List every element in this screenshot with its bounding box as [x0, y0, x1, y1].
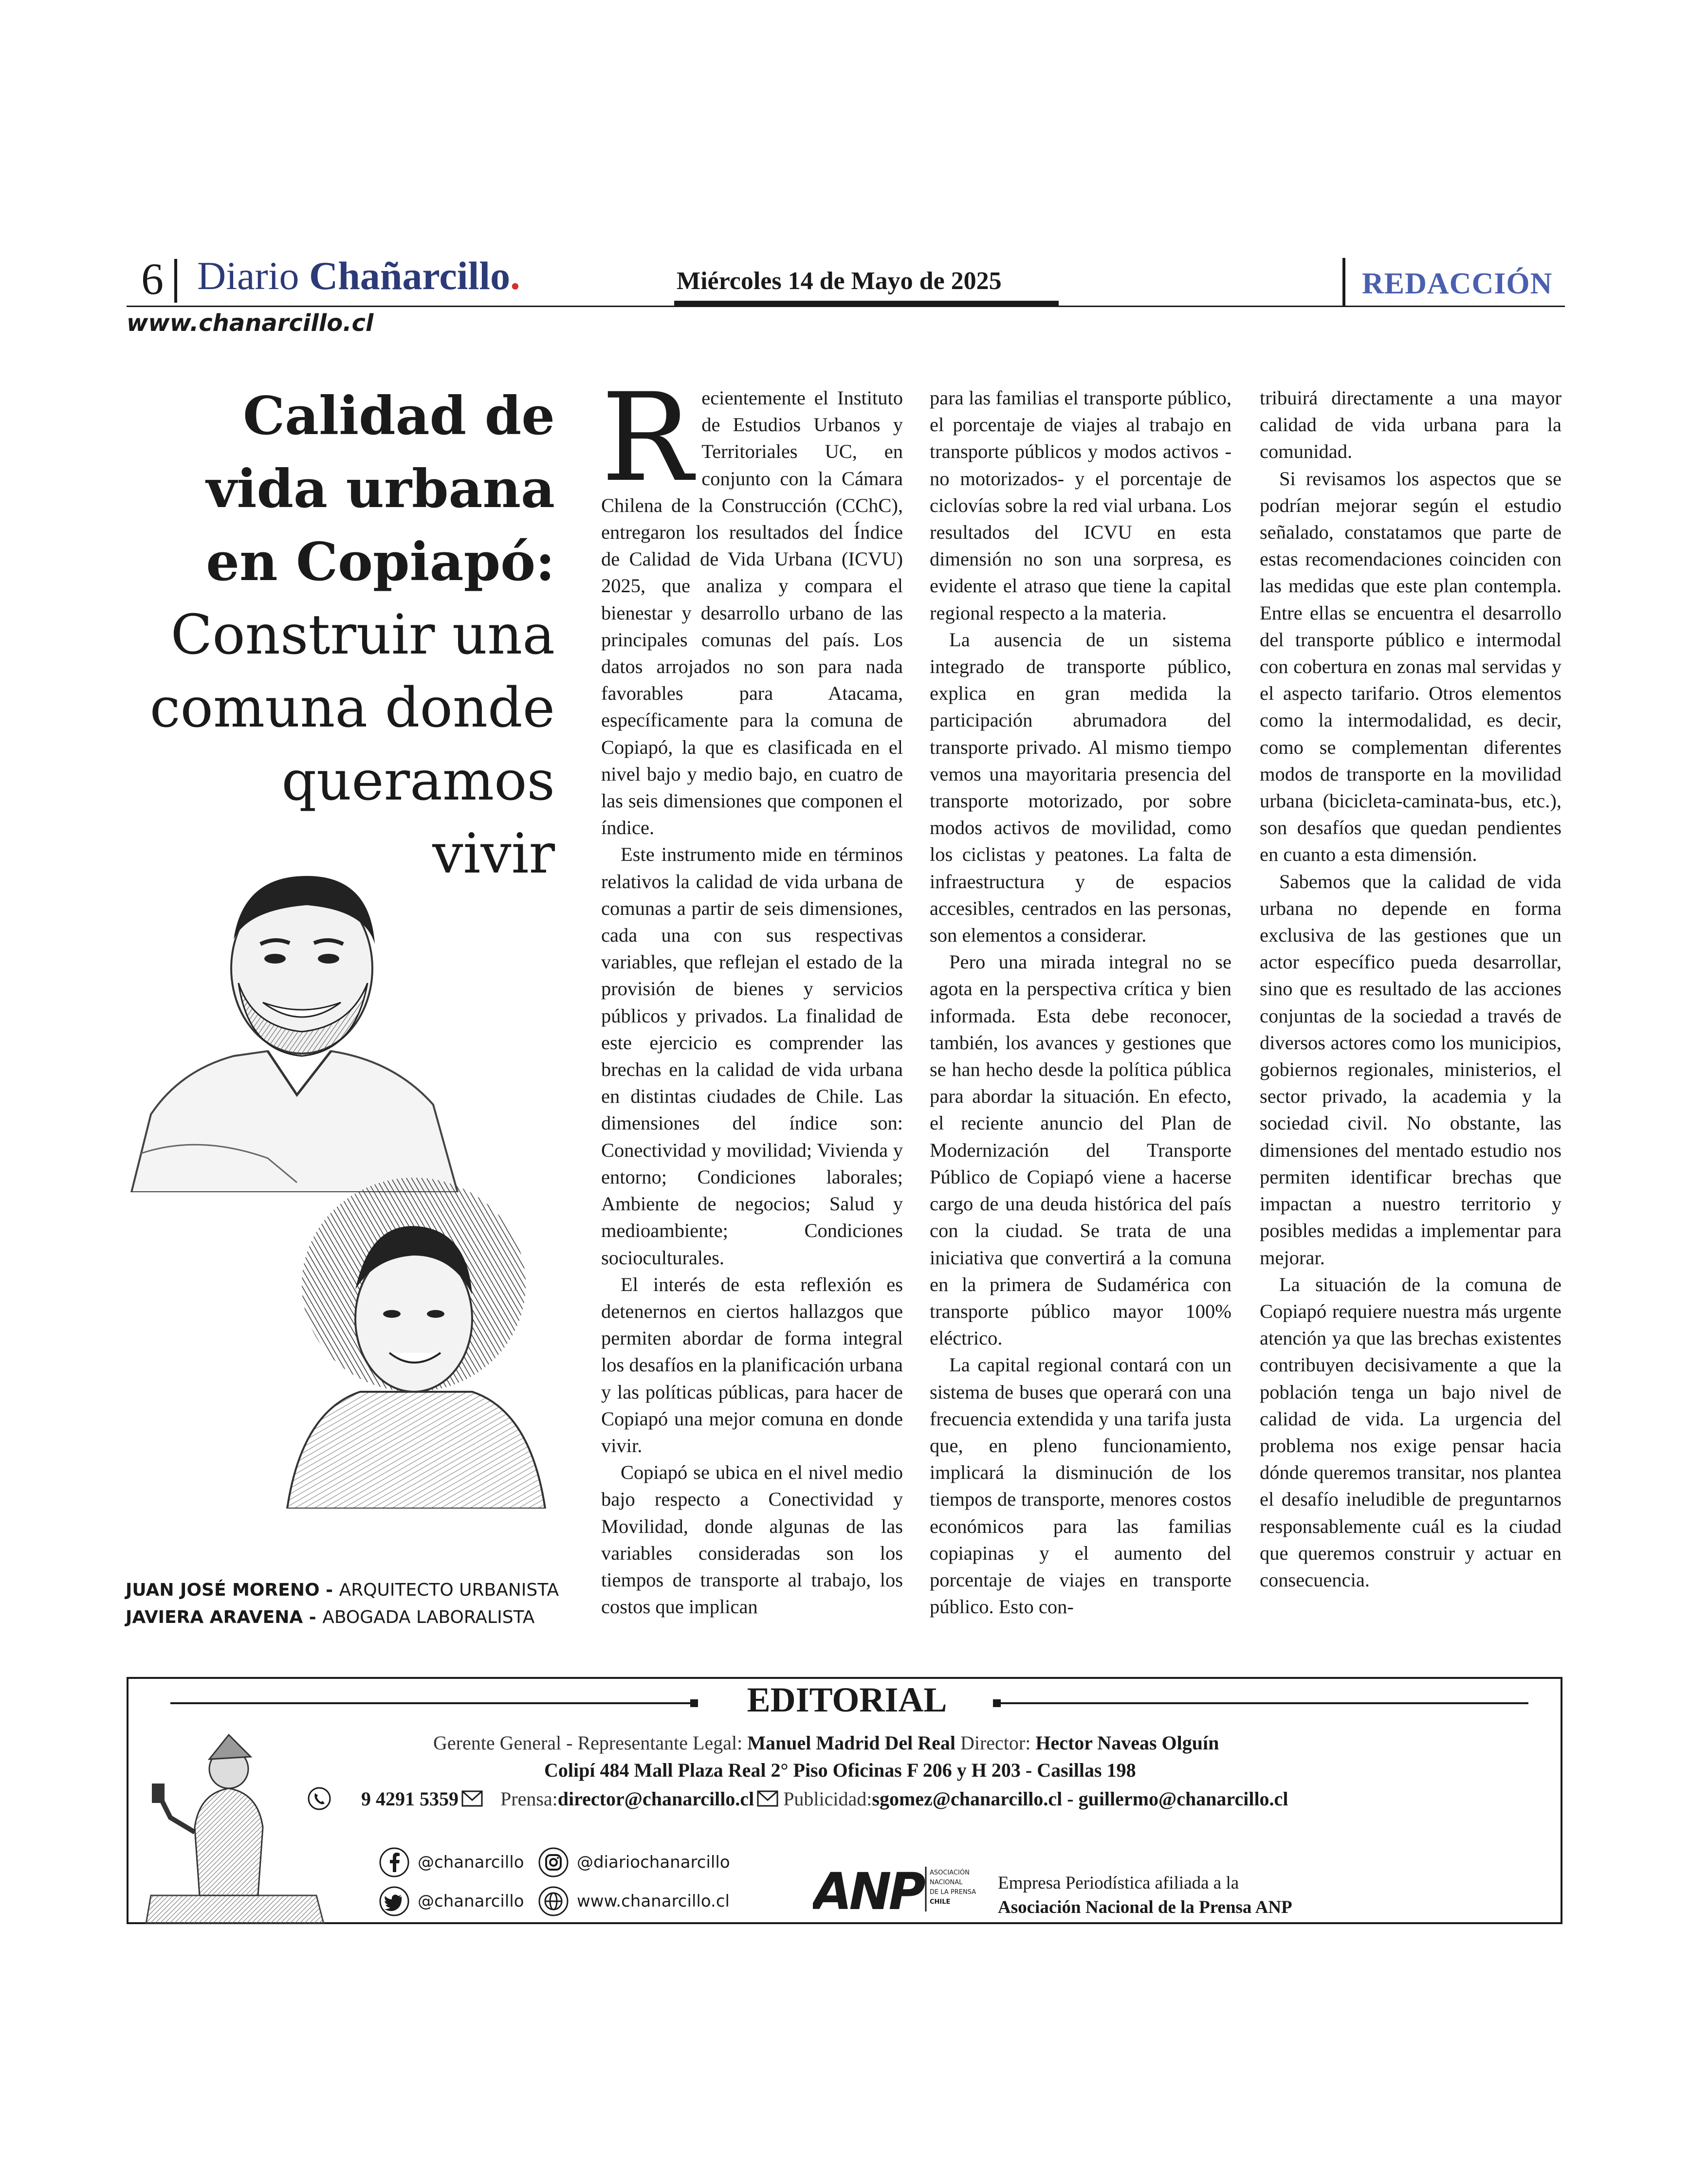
headline-line: Calidad de: [243, 385, 555, 447]
author-role: ABOGADA LABORALISTA: [322, 1607, 535, 1627]
headline-line: en Copiapó:: [206, 531, 555, 593]
facebook-icon: [379, 1847, 410, 1878]
facebook-handle: @chanarcillo: [418, 1853, 524, 1872]
author-name: JAVIERA ARAVENA -: [126, 1607, 323, 1627]
issue-date: Miércoles 14 de Mayo de 2025: [677, 267, 1002, 295]
anp-affiliation-name: [998, 1895, 1292, 1920]
author-credit-row: [126, 1604, 559, 1631]
subheadline-line: comuna donde: [149, 676, 555, 740]
subheadline-line: vivir: [432, 822, 555, 886]
masthead: [197, 253, 520, 299]
press-label: Prensa:: [500, 1787, 558, 1810]
manager-name: Manuel Madrid Del Real: [747, 1732, 955, 1754]
phone-number: 9 4291 5359: [361, 1787, 459, 1810]
press-email[interactable]: director@chanarcillo.cl: [557, 1787, 754, 1810]
header-website: www.chanarcillo.cl: [127, 309, 374, 337]
anp-small-text: ASOCIACIÓN: [930, 1869, 970, 1876]
section-divider: [1342, 258, 1345, 307]
author-name: JUAN JOSÉ MORENO -: [126, 1580, 339, 1600]
page-number: 6: [141, 254, 164, 304]
miner-statue-icon: [131, 1711, 336, 1924]
manager-label: Gerente General - Representante Legal:: [433, 1732, 748, 1754]
article-paragraph: Sabemos que la calidad de vida urbana no depende en forma exclusiva de las gestiones que un actor específico pueda desarrollar, sino que es resultado de las acciones conjuntas de la sociedad a través de diversos actores como los municipios, gobiernos regionales, ministerios, el sector privado, la academia y la sociedad civil. No obstante, las dimensiones del mentado estudio nos permiten identificar brechas que impactan a nuestro territorio y posibles medidas a implementar para mejorar.: [1260, 870, 1561, 1269]
subheadline-line: Construir una: [170, 603, 555, 667]
instagram-icon: [538, 1847, 569, 1878]
author-portrait-man: [122, 842, 462, 1192]
anp-logo: [813, 1863, 988, 1916]
website-url: www.chanarcillo.cl: [577, 1892, 730, 1911]
social-instagram[interactable]: [538, 1847, 730, 1878]
header-rule: [127, 306, 1565, 307]
editorial-staff: [433, 1731, 1219, 1754]
author-portrait-woman: [258, 1158, 560, 1509]
drop-cap: R: [601, 367, 693, 509]
author-credit-row: [126, 1577, 559, 1604]
editorial-contacts: [307, 1786, 1288, 1811]
mail-icon: [461, 1790, 483, 1807]
social-website[interactable]: [538, 1886, 730, 1917]
anp-affiliation-line: Empresa Periodística afiliada a la: [998, 1873, 1239, 1893]
phone-icon: [307, 1786, 332, 1811]
article-paragraph: Si revisamos los aspectos que se podrían mejorar según el estudio señalado, constatamos que parte de estas recomendaciones coinciden con las medidas que este plan contempla. Entre ellas se encuentra el desarrollo del transporte público e intermodal con cobertura en zonas mal servidas y el aspecto tarifario. Otros elementos como la intermodalidad, es decir, como se complementan diferentes modos de transporte en la movilidad urbana (bicicleta-caminata-bus, etc.), son desafíos que quedan pendientes en cuanto a esta dimensión.: [1260, 467, 1561, 866]
article-paragraph: Este instrumento mide en términos relativos la calidad de vida urbana de comunas a partir de seis dimensiones, cada una con sus respectivas variables, que reflejan el estado de la provisión de bienes y servicios públicos y privados. La finalidad de este ejercicio es comprender las brechas en la calidad de vida urbana en distintas ciudades de Chile. Las dimensiones del índice son: Conectividad y movilidad; Vivienda y entorno; Condiciones laborales; Ambiente de negocios; Salud y medioambiente; Condiciones socioculturales.: [601, 843, 903, 1269]
anp-small-text: CHILE: [930, 1898, 951, 1906]
instagram-handle: @diariochanarcillo: [577, 1853, 730, 1872]
social-facebook[interactable]: [379, 1847, 524, 1878]
anp-name: Asociación Nacional de la Prensa ANP: [998, 1897, 1292, 1917]
article-column-1: [601, 367, 903, 1620]
editorial-rule-right: [993, 1702, 1528, 1704]
author-credits: [126, 1577, 559, 1631]
article-paragraph: La capital regional contará con un sistema de buses que operará con una frecuencia extendida y una tarifa justa que, en pleno funcionamiento, implicará la disminución de los tiempos de transporte, menores costos económicos para las familias copiapinas y el aumento del porcentaje de viajes en transporte público. Esto con-: [930, 1354, 1231, 1618]
headline: [117, 380, 555, 891]
article-column-2: [930, 384, 1231, 1620]
director-label: Director:: [955, 1732, 1036, 1754]
author-role: ARQUITECTO URBANISTA: [339, 1580, 559, 1600]
masthead-dot: .: [510, 254, 520, 298]
anp-small-text: DE LA PRENSA: [930, 1889, 976, 1896]
article-paragraph: La situación de la comuna de Copiapó requiere nuestra más urgente atención ya que las brechas existentes contribuyen decisivamente a que la población tenga un bajo nivel de calidad de vida. La urgencia del problema nos exige pensar hacia dónde queremos transitar, nos plantea el desafío ineludible de preguntarnos responsablemente cuál es la ciudad que queremos construir y actuar en consecuencia.: [1260, 1273, 1561, 1591]
article-paragraph: tribuirá directamente a una mayor calidad de vida urbana para la comunidad.: [1260, 387, 1561, 463]
masthead-prefix: Diario: [197, 254, 309, 298]
globe-icon: [538, 1886, 569, 1917]
ads-emails[interactable]: sgomez@chanarcillo.cl - guillermo@chanarcillo.cl: [872, 1787, 1288, 1810]
director-name: Hector Naveas Olguín: [1035, 1732, 1219, 1754]
section-label: REDACCIÓN: [1362, 267, 1553, 300]
masthead-name: Chañarcillo: [309, 254, 511, 298]
mail-icon: [757, 1790, 778, 1807]
article-paragraph: para las familias el transporte público, el porcentaje de viajes al trabajo en transporte públicos y modos activos -no motorizados- y el porcentaje de ciclovías sobre la red vial urbana. Los resultados del ICVU en esta dimensión no son una sorpresa, es evidente el atraso que tiene la capital regional respecto a la materia.: [930, 387, 1231, 624]
twitter-handle: @chanarcillo: [418, 1892, 524, 1911]
editorial-address: Colipí 484 Mall Plaza Real 2° Piso Oficinas F 206 y H 203 - Casillas 198: [544, 1759, 1136, 1781]
article-paragraph: El interés de esta reflexión es detenernos en ciertos hallazgos que permiten abordar de forma integral los desafíos en la planificación urbana y las políticas públicas, para hacer de Copiapó una mejor comuna en donde vivir.: [601, 1273, 903, 1456]
editorial-title: EDITORIAL: [747, 1680, 947, 1719]
headline-line: vida urbana: [206, 458, 555, 520]
editorial-rule-ornament: [690, 1699, 698, 1707]
twitter-icon: [379, 1886, 410, 1917]
article-paragraph: Copiapó se ubica en el nivel medio bajo respecto a Conectividad y Movilidad, donde algunas de las variables consideradas son los tiempos de transporte al trabajo, los costos que implican: [601, 1461, 903, 1618]
article-paragraph: La ausencia de un sistema integrado de transporte público, explica en gran medida la participación abrumadora del transporte privado. Al mismo tiempo vemos una mayoritaria presencia del transporte motorizado, por sobre modos activos de movilidad, como los ciclistas y peatones. La falta de infraestructura y de espacios accesibles, centrados en las personas, son elementos a considerar.: [930, 628, 1231, 946]
anp-affiliation: [998, 1871, 1292, 1920]
ads-label: Publicidad:: [783, 1787, 872, 1810]
article-paragraph: Pero una mirada integral no se agota en la perspectiva crítica y bien informada. Esta debe reconocer, también, los avances y gestiones que se han hecho desde la política pública para abordar la situación. En efecto, el reciente anuncio del Plan de Modernización del Transporte Público de Copiapó viene a hacerse cargo de una deuda histórica del país con la ciudad. Se trata de una iniciativa que convertirá a la comuna en la primera de Sudamérica con transporte público mayor 100% eléctrico.: [930, 951, 1231, 1349]
anp-logo-text: ANP: [813, 1863, 923, 1916]
social-twitter[interactable]: [379, 1886, 524, 1917]
article-column-3: [1260, 384, 1561, 1593]
article-paragraph: ecientemente el Instituto de Estudios Urbanos y Territoriales UC, en conjunto con la Cámara Chilena de la Construcción (CChC), entregaron los resultados del Índice de Calidad de Vida Urbana (ICVU) 2025, que analiza y compara el bienestar y desarrollo urbano de las principales comunas del país. Los datos arrojados no son para nada favorables para Atacama, específicamente para la comuna de Copiapó, la que es clasificada en el nivel bajo y medio bajo, en cuatro de las seis dimensiones que componen el índice.: [601, 387, 903, 839]
editorial-rule-left: [170, 1702, 696, 1704]
subheadline-line: queramos: [281, 749, 555, 813]
anp-small-text: NACIONAL: [930, 1879, 963, 1886]
page-number-divider: [174, 259, 177, 303]
